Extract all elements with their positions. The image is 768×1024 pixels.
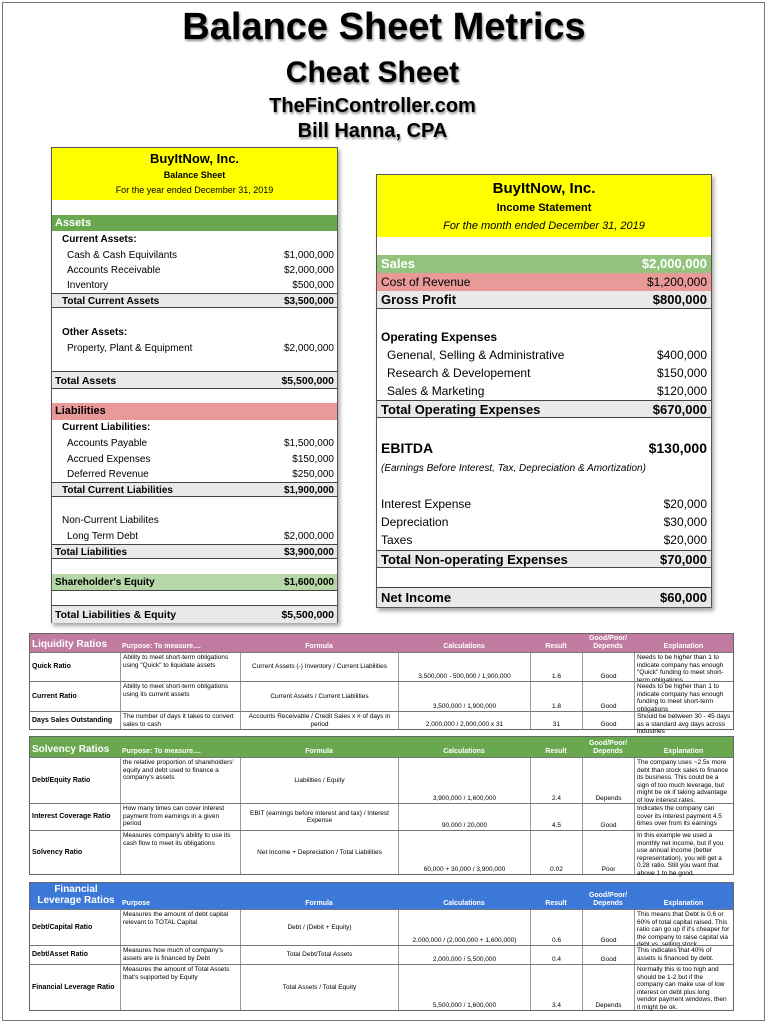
page-subtitle: Cheat Sheet [285, 56, 460, 89]
liquidity-header [30, 634, 733, 652]
cell-expl: Needs to be higher than 1 to indicate company has enough "Quick" funding to meet short-term obligations [634, 653, 733, 681]
cell-formula: EBIT (earnings before interest and tax) / Interest Expense [240, 804, 398, 830]
cell-formula: Debt / (Debit + Equity) [240, 910, 398, 945]
table-row [30, 964, 733, 1010]
table-row [30, 681, 733, 711]
author-name: Bill Hanna, CPA [297, 120, 448, 142]
cell-name: Current Ratio [32, 692, 77, 700]
is-row-total-opex: Total Operating Expenses $670,000 [377, 400, 711, 418]
is-row-interest: Interest Expense $20,000 [381, 497, 707, 511]
table-row [30, 652, 733, 684]
bs-row-total-liabilities: Total Liabilities $3,900,000 [52, 544, 337, 559]
cell-calc: 3,500,000 - 500,000 / 1,900,000 [398, 653, 530, 681]
cell-purpose: Measures the amount of debt capital relevant to TOTAL Capital [120, 910, 240, 945]
assets-section-header: Assets [52, 215, 337, 231]
cell-purpose: Ability to meet short-term obligations using its current assets [120, 682, 240, 711]
current-liabilities-label: Current Liabilities: [62, 422, 151, 433]
noncurrent-liabilities-label: Non-Current Liabilites [62, 515, 159, 526]
cell-name: Interest Coverage Ratio [32, 813, 111, 821]
cell-gpd: Good [582, 682, 634, 711]
cell-gpd: Depends [582, 965, 634, 1010]
cell-name: Debt/Equity Ratio [32, 776, 91, 784]
bs-company: BuyItNow, Inc. [149, 151, 240, 166]
table-row [30, 945, 733, 964]
is-row-gross-profit: Gross Profit $800,000 [377, 291, 711, 309]
cell-gpd: Good [582, 910, 634, 945]
liquidity-col-purpose: Purpose: To measure.... [122, 643, 201, 650]
other-assets-label: Other Assets: [62, 327, 128, 338]
is-row-taxes: Taxes $20,000 [381, 533, 707, 547]
cell-purpose: How many times can cover interest payment from earnings in a given period [120, 804, 240, 830]
liquidity-col-calc: Calculations [443, 643, 485, 650]
cell-name: Financial Leverage Ratio [32, 983, 115, 991]
cell-calc: 3,900,000 / 1,600,000 [398, 758, 530, 803]
cell-result: 2.4 [530, 758, 582, 803]
solvency-col-formula: Formula [305, 748, 333, 755]
cell-purpose: the relative proportion of shareholders' equity and debt used to finance a company's assets [120, 758, 240, 803]
cell-result: 0.02 [530, 831, 582, 874]
cell-formula: Current Assets (-) Inventory / Current Liabilities [240, 653, 398, 681]
liquidity-ratios-table [29, 633, 734, 735]
solvency-title: Solvency Ratios [32, 744, 110, 755]
cell-purpose: Measures company's ability to use its cash flow to meet its obligations [120, 831, 240, 874]
cell-expl: Needs to be higher than 1 to indicate company has enough funding to meet short-term obligations [634, 682, 733, 711]
cell-gpd: Good [582, 804, 634, 830]
leverage-col-result: Result [545, 900, 567, 907]
cell-formula: Total Debt/Total Assets [240, 946, 398, 964]
cell-expl: The company uses ~2.5x more debt than stock sales to finance its business. This could be a sign of too much leverage, but might be ok if taking advantage of low interest rates. [634, 758, 733, 803]
cell-result: 1.6 [530, 653, 582, 681]
balance-sheet [51, 147, 338, 623]
is-row-rd: Research & Developement $150,000 [387, 366, 707, 380]
leverage-col-expl: Explanation [663, 900, 704, 907]
is-row-sales: Sales $2,000,000 [377, 255, 711, 273]
is-company: BuyItNow, Inc. [492, 180, 596, 197]
is-row-net-income: Net Income $60,000 [377, 587, 711, 607]
site-name: TheFinController.com [269, 95, 476, 117]
cell-purpose: Measures how much of company's assets are is financed by Debt [120, 946, 240, 964]
cell-purpose: Measures the amount of Total Assets that's supported by Equity [120, 965, 240, 1010]
income-statement-header [377, 175, 711, 237]
cell-result: 3.4 [530, 965, 582, 1010]
page-title: Balance Sheet Metrics [182, 6, 586, 48]
cell-formula: Total Assets / Total Equity [240, 965, 398, 1010]
cell-expl: Should be between 30 - 45 days as a standard avg days across industries [634, 712, 733, 729]
cell-gpd: Good [582, 653, 634, 681]
bs-row-ppe: Property, Plant & Equipment $2,000,000 [67, 343, 334, 354]
bs-row-total-current-assets: Total Current Assets $3,500,000 [52, 293, 337, 308]
current-assets-label: Current Assets: [62, 234, 137, 245]
leverage-col-calc: Calculations [443, 900, 485, 907]
opex-label: Operating Expenses [381, 330, 498, 344]
cell-result: 4.5 [530, 804, 582, 830]
bs-row-equity: Shareholder's Equity $1,600,000 [52, 574, 337, 591]
bs-period: For the year ended December 31, 2019 [115, 185, 274, 195]
cell-formula: Current Assets / Current Liabilities [240, 682, 398, 711]
bs-row-total-current-liabilities: Total Current Liabilities $1,900,000 [52, 482, 337, 497]
cell-purpose: Ability to meet short-term obligations using "Quick" to liquidate assets [120, 653, 240, 681]
table-row [30, 711, 733, 735]
balance-sheet-header [52, 148, 337, 200]
cell-gpd: Good [582, 946, 634, 964]
income-statement [376, 174, 712, 608]
is-period: For the month ended December 31, 2019 [443, 220, 645, 232]
bs-row-ar: Accounts Receivable $2,000,000 [67, 265, 334, 276]
cell-gpd: Poor [582, 831, 634, 874]
cell-gpd: Depends [582, 758, 634, 803]
cell-name: Debt/Asset Ratio [32, 951, 89, 959]
leverage-header [30, 883, 733, 909]
solvency-col-expl: Explanation [663, 748, 704, 755]
table-row [30, 909, 733, 948]
table-row [30, 803, 733, 830]
cell-result: 1.8 [530, 682, 582, 711]
liquidity-col-result: Result [545, 643, 567, 650]
cell-expl: This means that Debt is 0.6 or 60% of total capital raised. This ratio can go up if it's cheaper for the company to raise capital via debt vs. selling stock. [634, 910, 733, 945]
ebitda-note: (Earnings Before Interest, Tax, Depreciation & Amortization) [381, 463, 646, 474]
cell-name: Solvency Ratio [32, 848, 83, 856]
liquidity-col-expl: Explanation [663, 643, 704, 650]
cell-calc: 2,000,000 / (2,000,000 + 1,600,000) [398, 910, 530, 945]
cell-expl: This indicates that 40% of assets is financed by debt. [634, 946, 733, 964]
bs-row-total-assets: Total Assets $5,500,000 [52, 371, 337, 389]
liquidity-col-gpd: Good/Poor/ Depends [588, 635, 628, 650]
leverage-col-purpose: Purpose [122, 900, 151, 907]
bs-row-cash: Cash & Cash Equivilants $1,000,000 [67, 250, 334, 261]
leverage-col-gpd: Good/Poor/ Depends [588, 892, 628, 907]
cell-calc: 5,500,000 / 1,600,000 [398, 965, 530, 1010]
leverage-ratios-table [29, 882, 734, 1011]
cell-name: Days Sales Outstanding [32, 716, 113, 724]
solvency-col-gpd: Good/Poor/ Depends [588, 740, 628, 755]
bs-row-inventory: Inventory $500,000 [67, 280, 334, 291]
bs-row-total-le: Total Liabilities & Equity $5,500,000 [52, 605, 337, 623]
is-row-cor: Cost of Revenue $1,200,000 [377, 273, 711, 291]
cell-expl: Indicates the company can cover its interest payment 4.5 times over from its earnings [634, 804, 733, 830]
is-row-depreciation: Depreciation $30,000 [381, 515, 707, 529]
cell-formula: Net Income + Depreciation / Total Liabilities [240, 831, 398, 874]
cell-calc: 2,000,000 / 2,000,000 x 31 [398, 712, 530, 729]
bs-row-accrued: Accrued Expenses $150,000 [67, 454, 334, 465]
cell-calc: 3,500,000 / 1,900,000 [398, 682, 530, 711]
is-row-sga: Genenal, Selling & Administrative $400,000 [387, 348, 707, 362]
bs-row-ap: Accounts Payable $1,500,000 [67, 438, 334, 449]
solvency-ratios-table [29, 736, 734, 875]
cell-formula: Liabilities / Equity [240, 758, 398, 803]
cell-purpose: The number of days it takes to convert sales to cash [120, 712, 240, 729]
liquidity-title: Liquidity Ratios [32, 639, 107, 650]
cell-result: 0.6 [530, 910, 582, 945]
cell-formula: Accounts Receivable / Credit Sales x # of days in period [240, 712, 398, 729]
cell-expl: Normally this is too high and should be 1-2 but if the company can make use of low interest on debt plus long vendor payment windows, then it might be ok. [634, 965, 733, 1010]
is-row-sm: Sales & Marketing $120,000 [387, 384, 707, 398]
leverage-title: Financial Leverage Ratios [37, 884, 115, 906]
cell-calc: 60,000 + 30,000 / 3,900,000 [398, 831, 530, 874]
liabilities-section-header: Liabilities [52, 403, 337, 420]
cell-result: 0.4 [530, 946, 582, 964]
leverage-col-formula: Formula [305, 900, 333, 907]
liquidity-col-formula: Formula [305, 643, 333, 650]
bs-row-ltd: Long Term Debt $2,000,000 [67, 531, 334, 542]
table-row [30, 830, 733, 877]
cell-calc: 2,000,000 / 5,500,000 [398, 946, 530, 964]
solvency-header [30, 737, 733, 757]
is-row-ebitda: EBITDA $130,000 [381, 440, 707, 456]
bs-doc-title: Balance Sheet [163, 170, 226, 180]
bs-row-deferred: Deferred Revenue $250,000 [67, 469, 334, 480]
solvency-col-purpose: Purpose: To measure.... [122, 748, 201, 755]
cell-gpd: Good [582, 712, 634, 729]
table-row [30, 757, 733, 803]
is-doc-title: Income Statement [496, 202, 592, 214]
cell-expl: In this example we used a monthly net income, but if you use annual income (better representation), you will get a 0.28 ratio. Still you want that above 1 to be good. [634, 831, 733, 874]
cell-calc: 90,000 / 20,000 [398, 804, 530, 830]
cell-name: Quick Ratio [32, 663, 71, 671]
solvency-col-result: Result [545, 748, 567, 755]
cell-result: 31 [530, 712, 582, 729]
is-row-total-nonop: Total Non-operating Expenses $70,000 [377, 550, 711, 568]
solvency-col-calc: Calculations [443, 748, 485, 755]
cell-name: Debt/Capital Ratio [32, 923, 93, 931]
